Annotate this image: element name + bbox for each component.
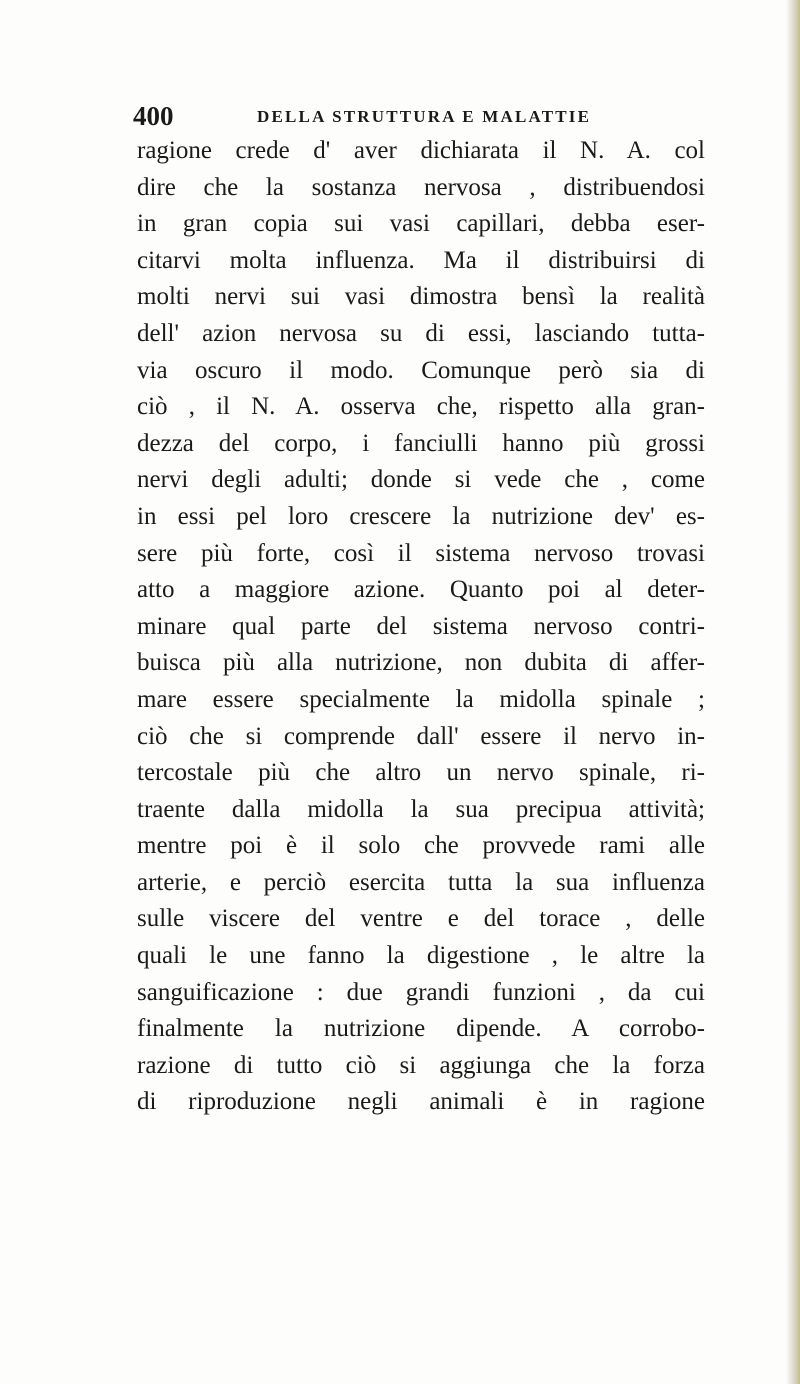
running-head — [133, 101, 693, 131]
text-line: sanguificazione : due grandi funzioni , da cui — [137, 978, 705, 1006]
text-line: dire che la sostanza nervosa , distribuendosi — [137, 173, 705, 201]
text-line: minare qual parte del sistema nervoso contri- — [137, 612, 705, 640]
text-line: ragione crede d' aver dichiarata il N. A. col — [137, 137, 705, 164]
text-line: molti nervi sui vasi dimostra bensì la realità — [137, 283, 705, 311]
text-line: arterie, e perciò esercita tutta la sua influenza — [137, 868, 705, 896]
text-line: di riproduzione negli animali è in ragione — [137, 1088, 705, 1116]
text-line: in essi pel loro crescere la nutrizione dev' es- — [137, 502, 705, 530]
text-line: dell' azion nervosa su di essi, lasciando tutta- — [137, 319, 705, 347]
text-line: sere più forte, così il sistema nervoso trovasi — [137, 539, 705, 567]
text-line: sulle viscere del ventre e del torace , delle — [137, 905, 705, 933]
text-line: nervi degli adulti; donde si vede che , come — [137, 466, 705, 494]
running-title: DELLA STRUTTURA E MALATTIE — [257, 107, 592, 126]
text-line: tercostale più che altro un nervo spinale, ri- — [137, 759, 705, 787]
text-line: quali le une fanno la digestione , le altre la — [137, 942, 705, 970]
text-line: ciò , il N. A. osserva che, rispetto alla gran- — [137, 393, 705, 421]
body-text — [137, 133, 717, 1121]
text-line: mentre poi è il solo che provvede rami alle — [137, 832, 705, 860]
text-line: atto a maggiore azione. Quanto poi al deter- — [137, 576, 705, 604]
text-line: mare essere specialmente la midolla spinale ; — [137, 685, 705, 713]
text-line: in gran copia sui vasi capillari, debba eser- — [137, 210, 705, 238]
page-edge-shadow — [786, 0, 800, 1384]
text-line: ciò che si comprende dall' essere il nervo in- — [137, 722, 705, 750]
text-line: citarvi molta influenza. Ma il distribuirsi di — [137, 246, 705, 274]
text-line: razione di tutto ciò si aggiunga che la forza — [137, 1051, 705, 1079]
text-line: finalmente la nutrizione dipende. A corrobo- — [137, 1015, 705, 1043]
text-line: traente dalla midolla la sua precipua attività; — [137, 795, 705, 823]
text-line: via oscuro il modo. Comunque però sia di — [137, 356, 705, 384]
page-number: 400 — [133, 101, 174, 131]
text-line: dezza del corpo, i fanciulli hanno più grossi — [137, 429, 705, 457]
text-line: buisca più alla nutrizione, non dubita di affer- — [137, 649, 705, 677]
